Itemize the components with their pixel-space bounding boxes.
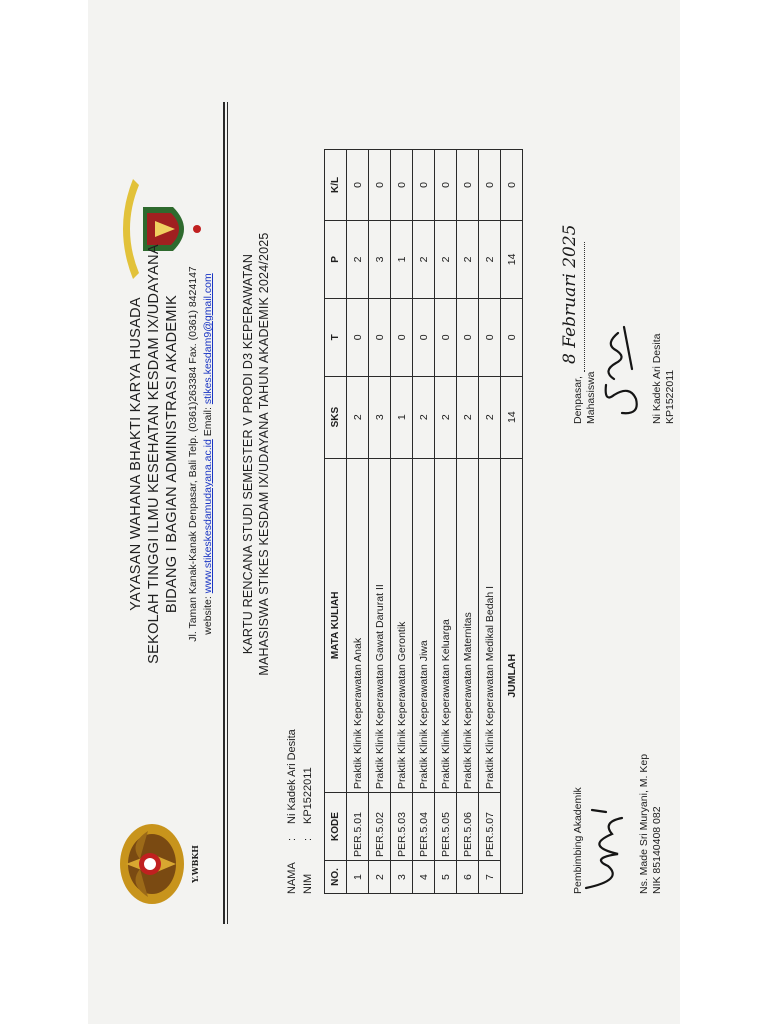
student-name-label: NAMA <box>286 862 298 894</box>
website-prefix: website: <box>202 593 214 635</box>
cell-no: 6 <box>457 861 479 894</box>
cell-t: 0 <box>479 298 501 376</box>
logo-caption: Y.WBKH <box>190 845 200 883</box>
total-p: 14 <box>501 220 523 298</box>
cell-kode: PER.5.02 <box>369 793 391 861</box>
cell-mata-kuliah: Praktik Klinik Keperawatan Gawat Darurat II <box>369 458 391 792</box>
cell-sks: 2 <box>479 376 501 458</box>
cell-no: 1 <box>347 861 369 894</box>
total-kl: 0 <box>501 150 523 221</box>
cell-t: 0 <box>391 298 413 376</box>
website-link[interactable]: www.stikeskesdamudayana.ac.id <box>202 439 214 594</box>
col-kode: KODE <box>325 793 347 861</box>
student-sign-name: Ni Kadek Ari Desita <box>651 333 663 424</box>
cell-t: 0 <box>369 298 391 376</box>
header-divider-thin <box>227 102 228 924</box>
cell-kode: PER.5.04 <box>413 793 435 861</box>
cell-no: 5 <box>435 861 457 894</box>
cell-kl: 0 <box>457 150 479 221</box>
cell-sks: 2 <box>347 376 369 458</box>
table-row <box>347 150 369 894</box>
header-contact <box>202 174 214 734</box>
cell-no: 7 <box>479 861 501 894</box>
cell-sks: 3 <box>369 376 391 458</box>
advisor-signature-icon <box>578 764 634 894</box>
document-paper <box>88 0 680 1024</box>
table-total-row <box>501 150 523 894</box>
cell-mata-kuliah: Praktik Klinik Keperawatan Anak <box>347 458 369 792</box>
advisor-label: Pembimbing Akademik <box>572 787 584 894</box>
cell-sks: 2 <box>413 376 435 458</box>
cell-kl: 0 <box>435 150 457 221</box>
col-no: NO. <box>325 861 347 894</box>
cell-no: 4 <box>413 861 435 894</box>
student-nim-sep: : <box>302 837 314 841</box>
email-link[interactable]: stikes.kesdam9@gmail.com <box>202 273 214 405</box>
signature-date: 8 Februari 2025 <box>560 224 580 364</box>
table-row <box>457 150 479 894</box>
total-label: JUMLAH <box>501 458 523 893</box>
col-p: P <box>325 220 347 298</box>
cell-kl: 0 <box>413 150 435 221</box>
cell-no: 2 <box>369 861 391 894</box>
email-prefix: Email: <box>202 404 214 440</box>
cell-mata-kuliah: Praktik Klinik Keperawatan Gerontik <box>391 458 413 792</box>
cell-kode: PER.5.05 <box>435 793 457 861</box>
header-line-1: YAYASAN WAHANA BHAKTI KARYA HUSADA <box>128 297 144 611</box>
table-row <box>369 150 391 894</box>
cell-p: 2 <box>413 220 435 298</box>
header-line-2: SEKOLAH TINGGI ILMU KESEHATAN KESDAM IX/UDAYANA <box>146 244 162 664</box>
cell-p: 3 <box>369 220 391 298</box>
total-t: 0 <box>501 298 523 376</box>
student-sign-nim: KP1522011 <box>664 369 676 424</box>
yayasan-logo <box>108 819 204 909</box>
header-address: Jl. Taman Kanak-Kanak Denpasar, Bali Telp. (0361)263384 Fax. (0361) 8424147 <box>187 266 199 642</box>
cell-kl: 0 <box>369 150 391 221</box>
cell-t: 0 <box>413 298 435 376</box>
col-sks: SKS <box>325 376 347 458</box>
cell-kl: 0 <box>479 150 501 221</box>
table-row <box>435 150 457 894</box>
header-divider <box>223 102 225 924</box>
advisor-nik: NIK 85140408 082 <box>651 806 663 894</box>
col-t: T <box>325 298 347 376</box>
cell-mata-kuliah: Praktik Klinik Keperawatan Keluarga <box>435 458 457 792</box>
cell-sks: 2 <box>457 376 479 458</box>
cell-mata-kuliah: Praktik Klinik Keperawatan Jiwa <box>413 458 435 792</box>
table-header-row <box>325 150 347 894</box>
cell-no: 3 <box>391 861 413 894</box>
student-name-value: Ni Kadek Ari Desita <box>286 729 298 824</box>
student-signature-icon <box>592 309 648 419</box>
cell-kl: 0 <box>391 150 413 221</box>
cell-sks: 1 <box>391 376 413 458</box>
cell-t: 0 <box>435 298 457 376</box>
table-row <box>413 150 435 894</box>
cell-kode: PER.5.01 <box>347 793 369 861</box>
document-title-line-1: KARTU RENCANA STUDI SEMESTER V PRODI D3 KEPERAWATAN <box>241 253 255 655</box>
cell-kode: PER.5.03 <box>391 793 413 861</box>
cell-p: 2 <box>347 220 369 298</box>
document-title-line-2: MAHASISWA STIKES KESDAM IX/UDAYANA TAHUN AKADEMIK 2024/2025 <box>257 232 271 676</box>
cell-mata-kuliah: Praktik Klinik Keperawatan Maternitas <box>457 458 479 792</box>
cell-p: 2 <box>457 220 479 298</box>
cell-p: 2 <box>479 220 501 298</box>
cell-p: 1 <box>391 220 413 298</box>
course-table <box>324 149 523 894</box>
col-kl: K/L <box>325 150 347 221</box>
rotated-page <box>88 0 680 1024</box>
student-nim-value: KP1522011 <box>302 767 314 824</box>
total-sks: 14 <box>501 376 523 458</box>
table-row <box>479 150 501 894</box>
cell-mata-kuliah: Praktik Klinik Keperawatan Medikal Bedah I <box>479 458 501 792</box>
cell-t: 0 <box>457 298 479 376</box>
signature-date-dots <box>584 242 585 372</box>
cell-kode: PER.5.06 <box>457 793 479 861</box>
student-nim-label: NIM <box>302 873 314 894</box>
cell-t: 0 <box>347 298 369 376</box>
header-line-3: BIDANG I BAGIAN ADMINISTRASI AKADEMIK <box>164 294 180 614</box>
student-name-sep: : <box>286 837 298 841</box>
cell-kl: 0 <box>347 150 369 221</box>
col-mata-kuliah: MATA KULIAH <box>325 458 347 792</box>
table-row <box>391 150 413 894</box>
student-sign-label: Mahasiswa <box>585 371 597 424</box>
cell-sks: 2 <box>435 376 457 458</box>
advisor-name: Ns. Made Sri Muryani, M. Kep <box>638 753 650 894</box>
cell-kode: PER.5.07 <box>479 793 501 861</box>
signature-place: Denpasar, <box>572 376 584 424</box>
cell-p: 2 <box>435 220 457 298</box>
